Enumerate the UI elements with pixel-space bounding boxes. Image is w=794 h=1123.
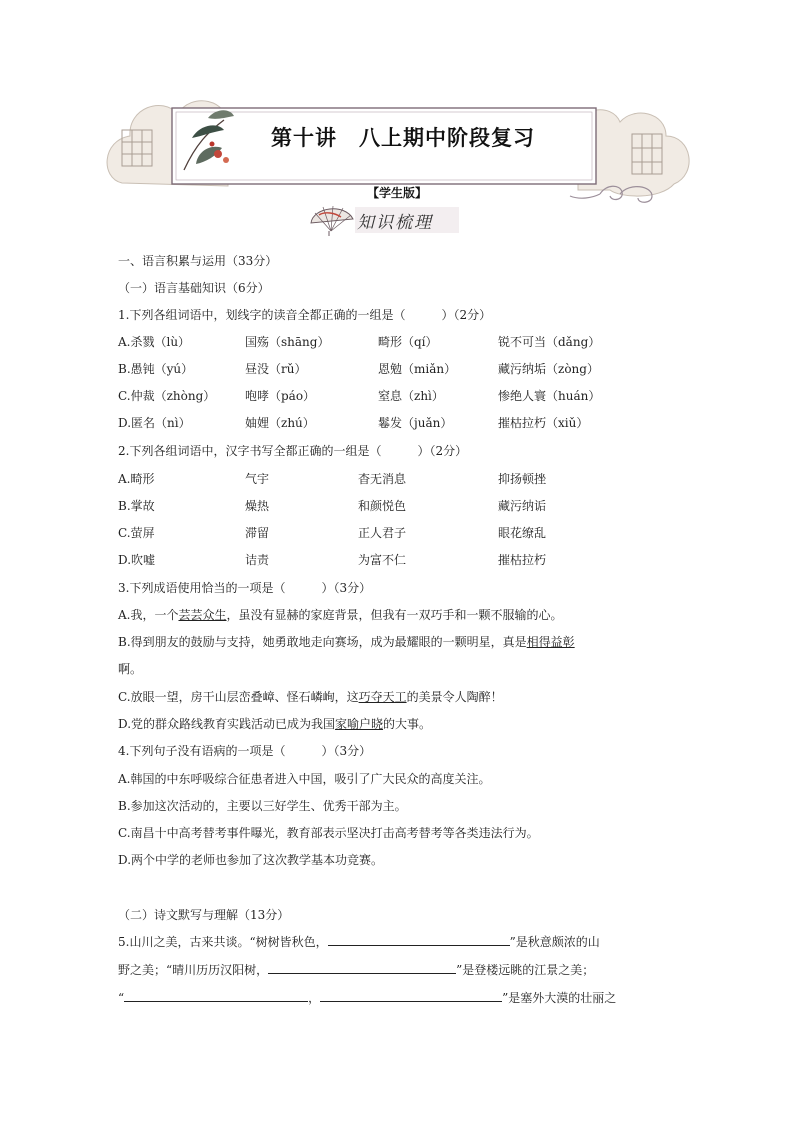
question-2-stem: 2.下列各组词语中，汉字书写全都正确的一组是（ ）（2分） [118,444,468,458]
option-cell: 气宇 [245,472,270,486]
option-cell: 为富不仁 [358,553,407,567]
section-badge-label: 知识梳理 [357,213,433,233]
option-cell: 滞留 [245,526,270,540]
option-cell: 窒息（zhì） [378,389,444,403]
question-3-option-b: B.得到朋友的鼓励与支持，她勇敢地走向赛场，成为最耀眼的一颗明星，真是相得益彰 [118,635,575,649]
question-3-option-a: A.我，一个芸芸众生，虽没有显赫的家庭背景，但我有一双巧手和一颗不服输的心。 [118,608,563,622]
answer-blank[interactable] [320,989,502,1002]
option-cell: 锐不可当（dǎng） [498,335,601,349]
option-cell: 抑扬顿挫 [498,472,547,486]
option-cell: 摧枯拉朽（xiǔ） [498,416,589,430]
option-cell: D.吹嘘 [118,553,156,567]
option-cell: 妯娌（zhú） [245,416,315,430]
question-5-line-1: 5.山川之美，古来共谈。“树树皆秋色， ”是秋意颇浓的山 [118,935,600,949]
option-cell: 眼花缭乱 [498,526,547,540]
answer-blank[interactable] [328,933,510,946]
option-cell: 和颜悦色 [358,499,407,513]
part-heading: 一、语言积累与运用（33分） [118,254,278,268]
option-cell: D.匿名（nì） [118,416,191,430]
option-cell: 诘责 [245,553,270,567]
option-cell: C.萤屏 [118,526,155,540]
option-cell: C.仲裁（zhòng） [118,389,216,403]
question-4-option: D.两个中学的老师也参加了这次教学基本功竞赛。 [118,853,384,867]
question-3-option-b-continued: 啊。 [118,662,143,676]
question-5-line-2: 野之美；“晴川历历汉阳树， ”是登楼远眺的江景之美； [118,963,595,977]
question-4-option: B.参加这次活动的，主要以三好学生、优秀干部为主。 [118,799,407,813]
subsection-heading: （一）语言基础知识（6分） [118,281,270,295]
answer-blank[interactable] [268,961,456,974]
question-3-option-c: C.放眼一望，房干山层峦叠嶂、怪石嶙峋，这巧夺天工的美景令人陶醉！ [118,690,503,704]
option-cell: 恩勉（miǎn） [378,362,457,376]
option-cell: B.掌故 [118,499,155,513]
subsection-heading: （二）诗文默写与理解（13分） [118,908,290,922]
question-3-stem: 3.下列成语使用恰当的一项是（ ）（3分） [118,581,372,595]
option-cell: 杳无消息 [358,472,407,486]
answer-blank[interactable] [124,989,308,1002]
option-cell: 咆哮（páo） [245,389,316,403]
option-cell: 正人君子 [358,526,407,540]
section-badge [305,201,465,237]
edition-label: 【学生版】 [366,186,427,200]
option-cell: 畸形（qí） [378,335,438,349]
question-5-line-3: “ ， ”是塞外大漠的壮丽之 [118,991,617,1005]
question-3-option-d: D.党的群众路线教育实践活动已成为我国家喻户晓的大事。 [118,717,432,731]
option-cell: B.愚钝（yú） [118,362,194,376]
option-cell: A.杀戮（lù） [118,335,191,349]
page-title: 第十讲 八上期中阶段复习 [271,126,535,150]
question-1-stem: 1.下列各组词语中，划线字的读音全都正确的一组是（ ）（2分） [118,308,492,322]
question-4-option: A.韩国的中东呼吸综合征患者进入中国，吸引了广大民众的高度关注。 [118,772,491,786]
option-cell: 燥热 [245,499,270,513]
option-cell: 鬈发（juǎn） [378,416,453,430]
option-cell: 藏污纳垢（zòng） [498,362,599,376]
option-cell: 惨绝人寰（huán） [498,389,601,403]
option-cell: 昼没（rǔ） [245,362,307,376]
option-cell: 国殇（shāng） [245,335,330,349]
question-4-stem: 4.下列句子没有语病的一项是（ ）（3分） [118,744,372,758]
option-cell: A.畸形 [118,472,155,486]
option-cell: 摧枯拉朽 [498,553,547,567]
option-cell: 藏污纳诟 [498,499,547,513]
question-4-option: C.南昌十中高考替考事件曝光，教育部表示坚决打击高考替考等各类违法行为。 [118,826,539,840]
